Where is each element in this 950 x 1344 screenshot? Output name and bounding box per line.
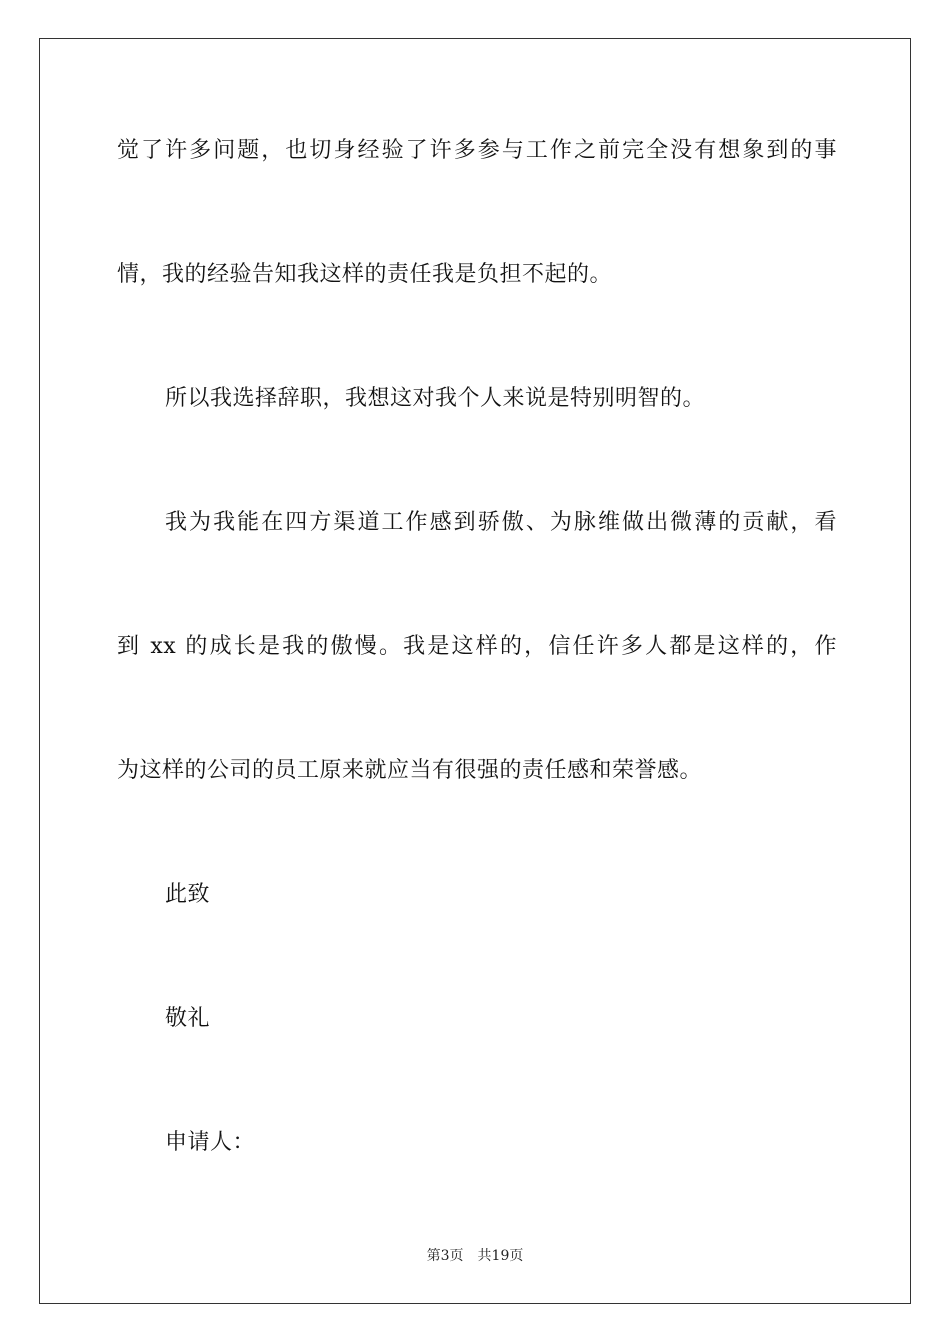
body-line-3: 所以我选择辞职，我想这对我个人来说是特别明智的。 (165, 386, 706, 411)
total-page-count: 共19页 (477, 1248, 524, 1264)
body-line-6: 为这样的公司的员工原来就应当有很强的责任感和荣誉感。 (117, 758, 703, 783)
current-page-number: 第3页 (426, 1248, 464, 1264)
closing-regards: 敬礼 (165, 1006, 211, 1031)
body-line-1: 觉了许多问题，也切身经验了许多参与工作之前完全没有想象到的事 (117, 138, 837, 163)
page-footer (0, 1246, 950, 1266)
applicant-label: 申请人： (165, 1130, 256, 1155)
body-line-4: 我为我能在四方渠道工作感到骄傲、为脉维做出微薄的贡献，看 (165, 510, 837, 535)
body-line-5: 到 xx 的成长是我的傲慢。我是这样的，信任许多人都是这样的，作 (117, 634, 837, 659)
closing-salutation: 此致 (165, 882, 211, 907)
page-frame (39, 38, 911, 1304)
body-line-2: 情，我的经验告知我这样的责任我是负担不起的。 (117, 262, 613, 287)
